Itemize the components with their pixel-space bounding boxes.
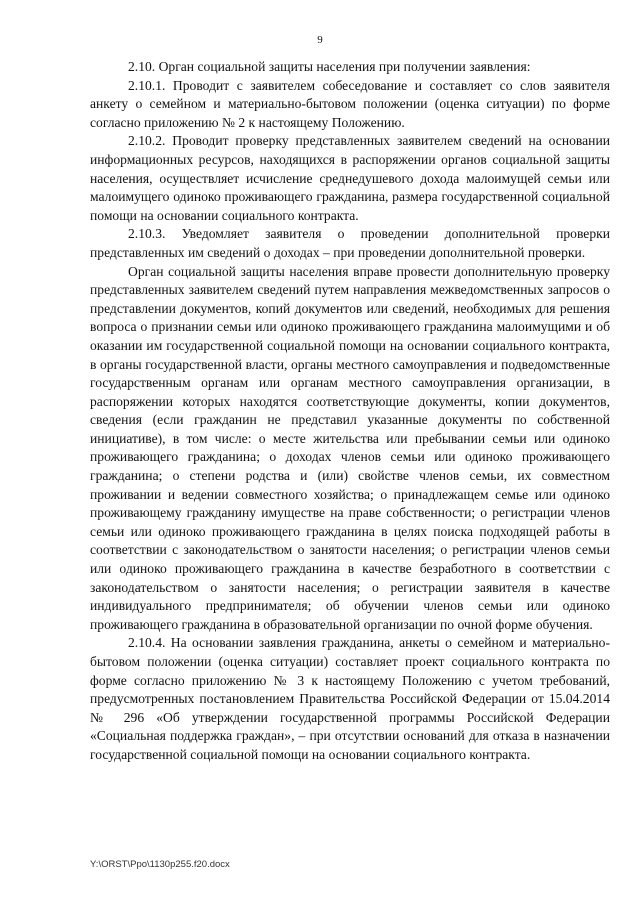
- paragraph-additional-check: Орган социальной защиты населения вправе провести дополнительную проверку представленных заявителем сведений путем направления межведомственных запросов о представлении документов, копий документов или сведений, необходимых для решения вопроса о признании семьи или одиноко проживающего гражданина малоимущими и об оказании им государственной социальной помощи на основании социального контракта, в органы государственной власти, органы местного самоуправления и подведомственные государственным органам или органам местного самоуправления организации, в распоряжении которых находятся соответствующие документы, копии документов, сведения (если гражданин не представил указанные документы по собственной инициативе), в том числе: о месте жительства или пребывании семьи или одиноко проживающего гражданина; о доходах членов семьи или одиноко проживающего гражданина; о степени родства и (или) свойстве членов семьи, их совместном проживании и ведении совместного хозяйства; о принадлежащем семье или одиноко проживающему гражданину имуществе на праве собственности; о регистрации членов семьи или одиноко проживающего гражданина в целях поиска подходящей работы в соответствии с законодательством о занятости населения; о регистрации членов семьи или одиноко проживающего гражданина в качестве безработного в соответствии с законодательством о занятости населения; о регистрации заявителя в качестве индивидуального предпринимателя; об обучении членов семьи или одиноко проживающего гражданина в образовательной организации по очной форме обучения.: [90, 263, 610, 632]
- paragraph-2-10: 2.10. Орган социальной защиты населения при получении заявления:: [128, 59, 531, 74]
- paragraph-2-10-1: 2.10.1. Проводит с заявителем собеседование и составляет со слов заявителя анкету о семейном и материально-бытовом положении (оценка ситуации) по форме согласно приложению № 2 к настоящему Положению.: [90, 77, 610, 130]
- page-number: 9: [317, 34, 323, 46]
- paragraph-2-10-2: 2.10.2. Проводит проверку представленных заявителем сведений на основании информационных ресурсов, находящихся в распоряжении органов социальной защиты населения, осуществляет исчисление среднедушевого дохода малоимущей семьи или малоимущего одиноко проживающего гражданина, размера государственной социальной помощи на основании социального контракта.: [90, 133, 610, 223]
- document-body: [90, 58, 610, 765]
- paragraph-2-10-3: 2.10.3. Уведомляет заявителя о проведении дополнительной проверки представленных им сведений о доходах – при проведении дополнительной проверки.: [90, 226, 610, 260]
- paragraph-2-10-4: 2.10.4. На основании заявления гражданина, анкеты о семейном и материально-бытовом положении (оценка ситуации) составляет проект социального контракта по форме согласно приложению № 3 к настоящему Положению с учетом требований, предусмотренных постановлением Правительства Российской Федерации от 15.04.2014 № 296 «Об утверждении государственной программы Российской Федерации «Социальная поддержка граждан», – при отсутствии оснований для отказа в назначении государственной социальной помощи на основании социального контракта.: [90, 635, 610, 762]
- footer-file-path: Y:\ORST\Ppo\1130p255.f20.docx: [90, 859, 230, 870]
